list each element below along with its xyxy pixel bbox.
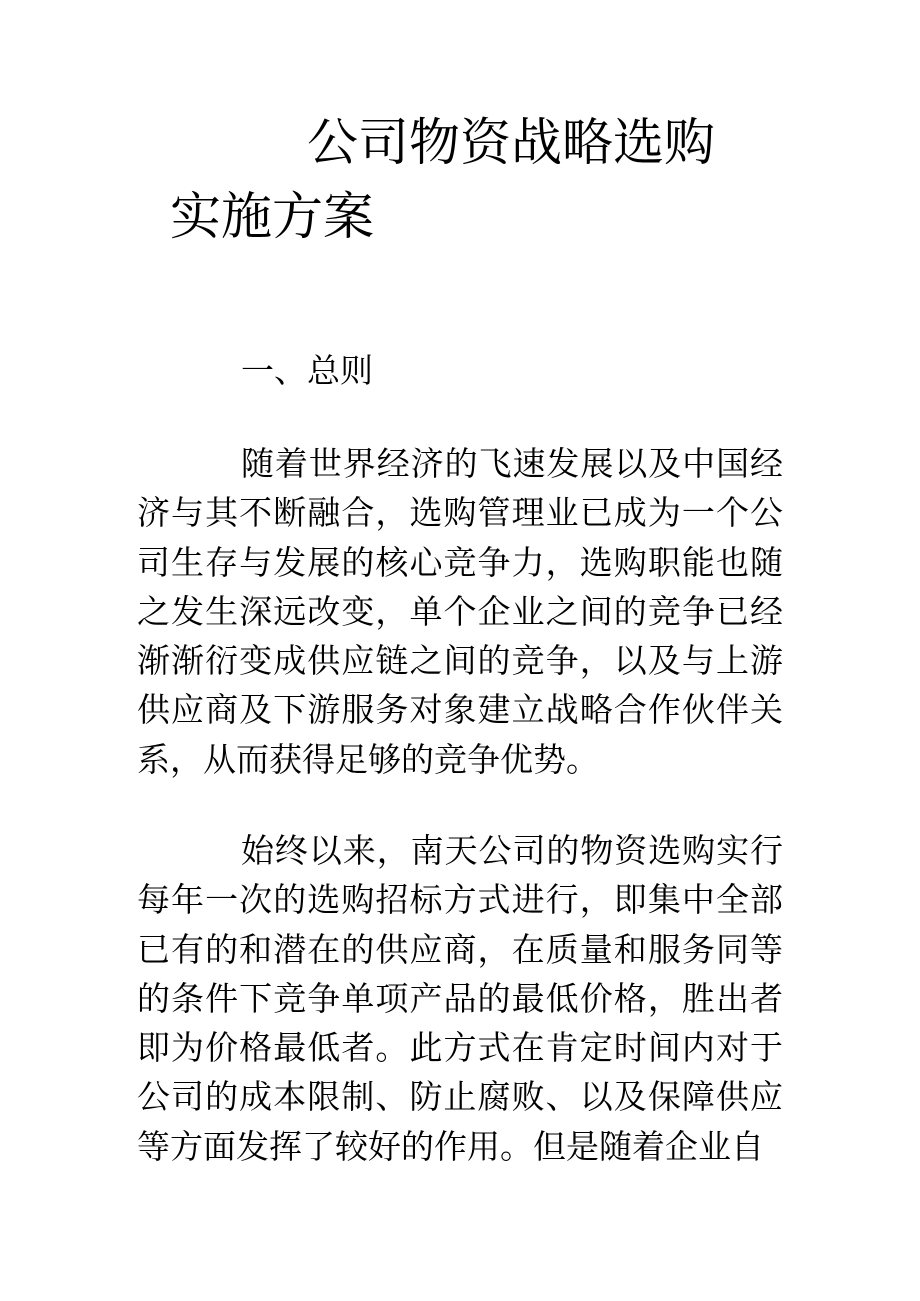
document-title-line-2: 实施方案 <box>170 188 375 247</box>
document-title-line-1: 公司物资战略选购 <box>307 114 716 173</box>
paragraph-2: 始终以来，南天公司的物资选购实行每年一次的选购招标方式进行，即集中全部已有的和潜在的供应商，在质量和服务同等的条件下竞争单项产品的最低价格，胜出者即为价格最低者。此方式在肯定时间内对于公司的成本限制、防止腐败、以及保障供应等方面发挥了较好的作用。但是随着企业自 <box>137 831 783 1166</box>
paragraph-1: 随着世界经济的飞速发展以及中国经济与其不断融合，选购管理业已成为一个公司生存与发展的核心竞争力，选购职能也随之发生深远改变，单个企业之间的竞争已经渐渐衍变成供应链之间的竞争，以及与上游供应商及下游服务对象建立战略合作伙伴关系，从而获得足够的竞争优势。 <box>137 444 783 779</box>
section-heading-general: 一、总则 <box>241 351 373 390</box>
